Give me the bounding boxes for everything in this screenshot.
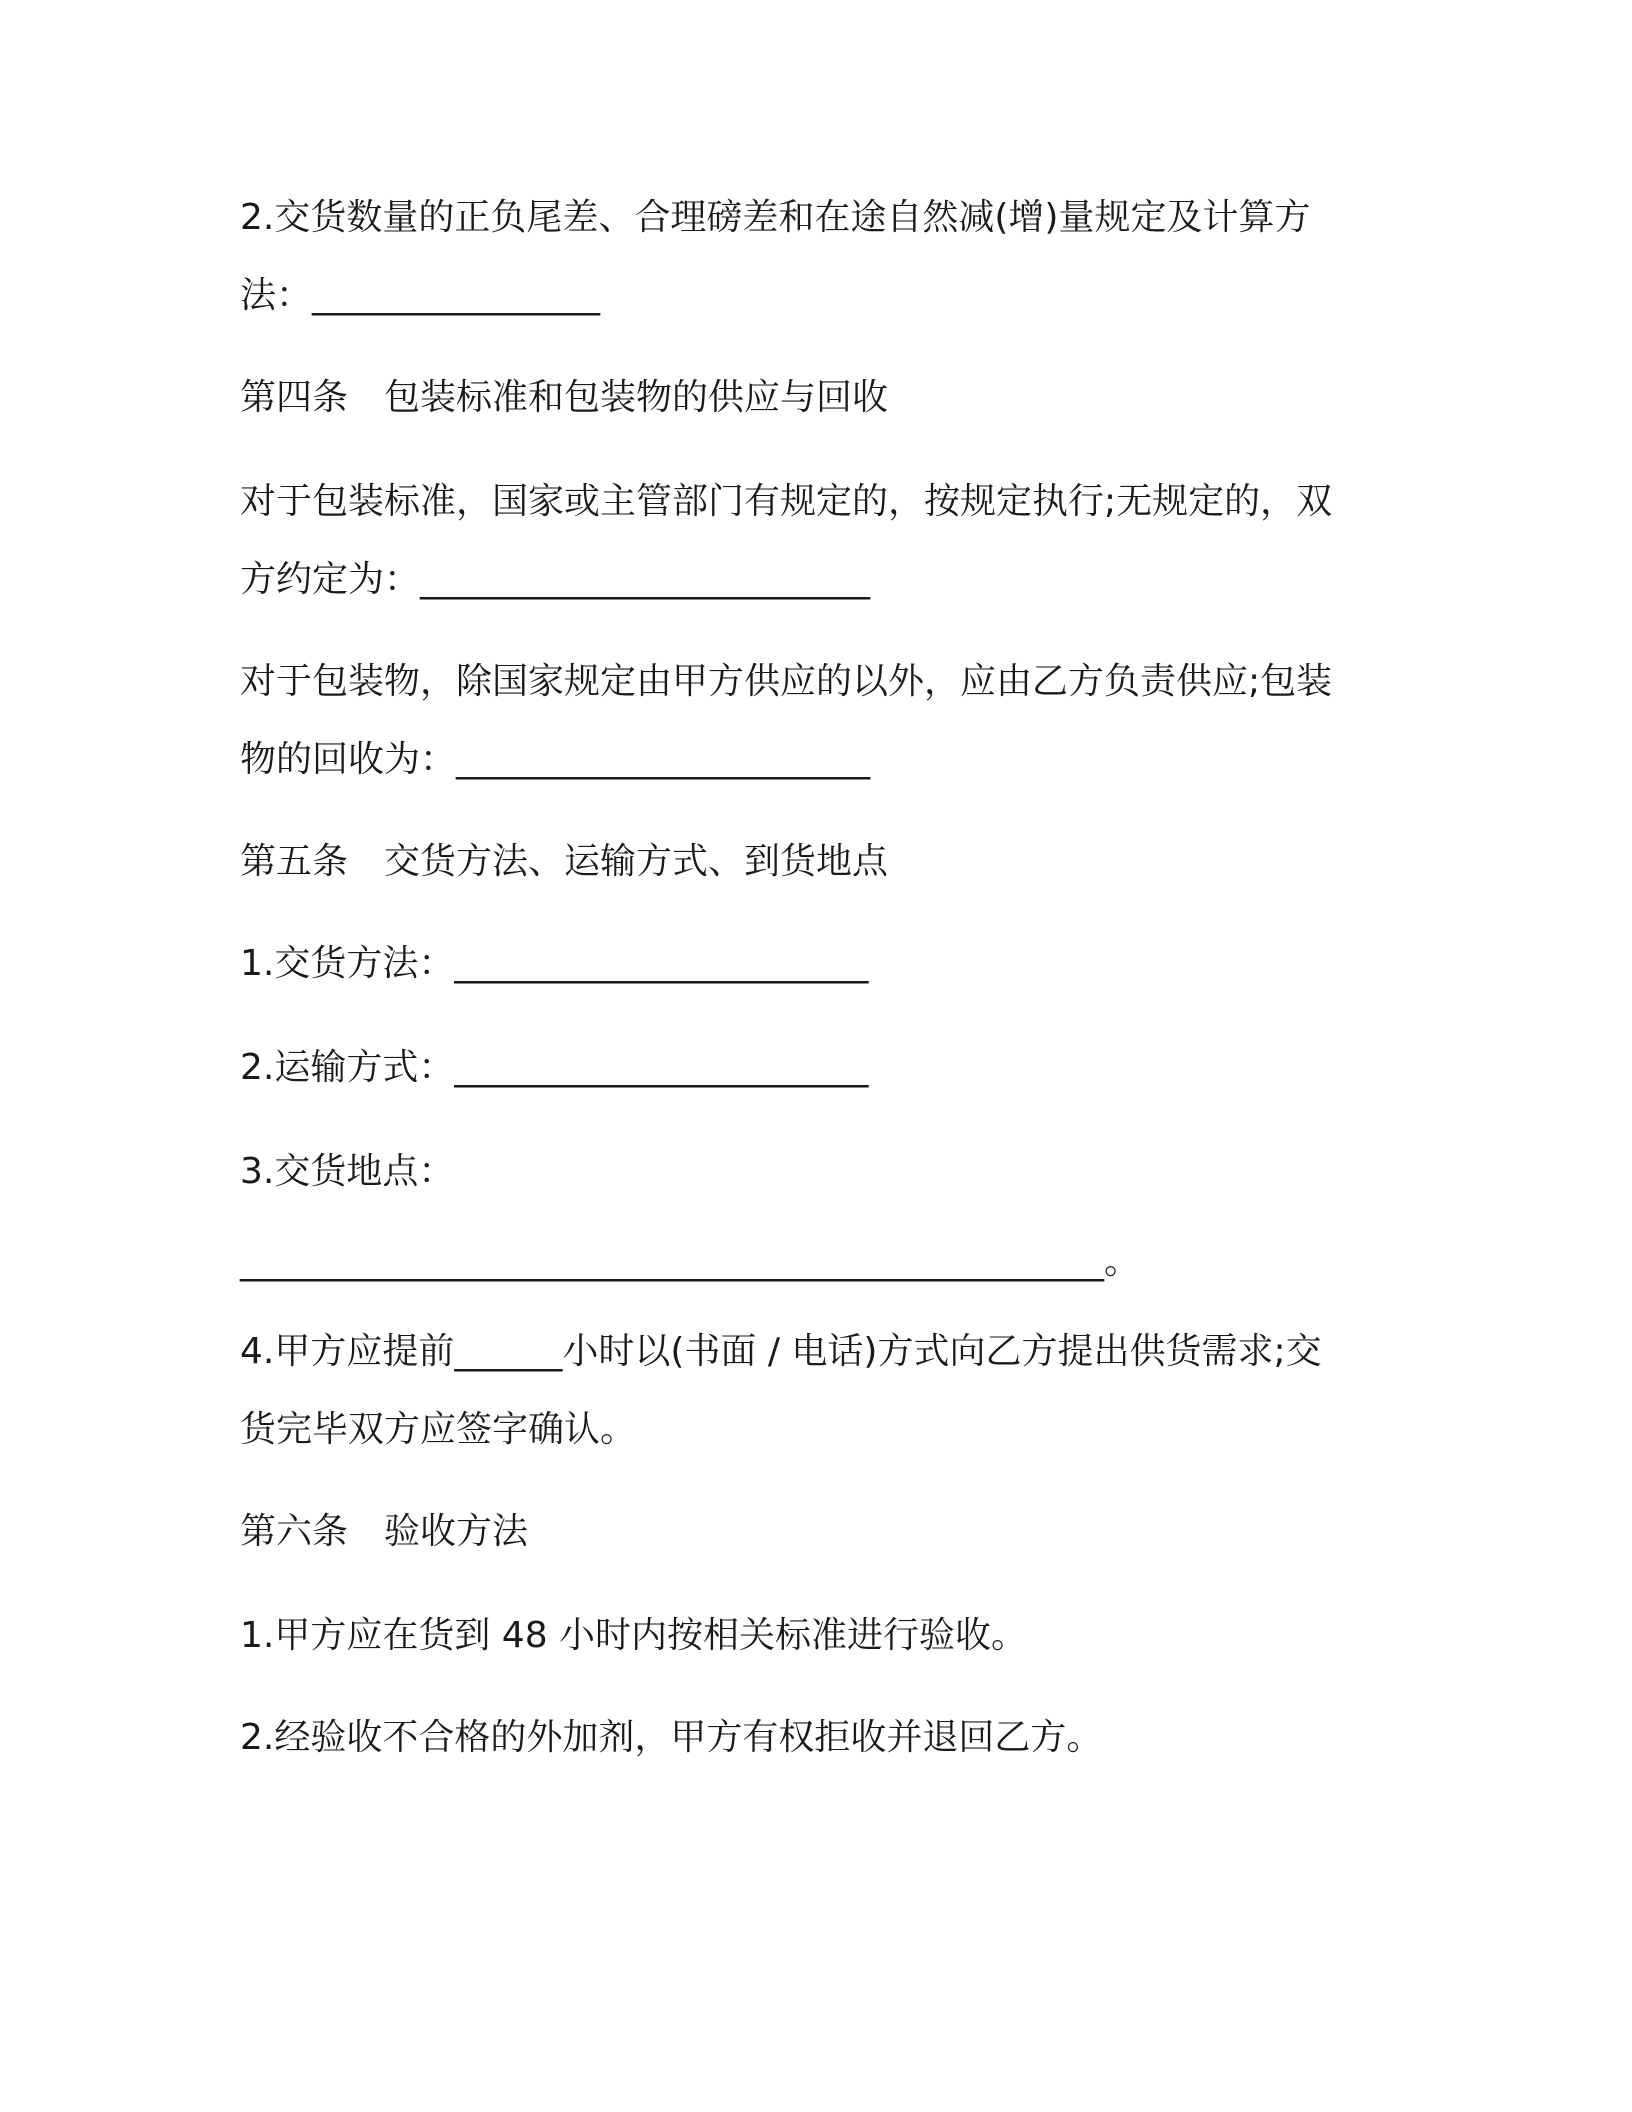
delivery-method-line: 1.交货方法：_______________________ xyxy=(240,943,869,984)
packaging-supply-line-1: 对于包装物，除国家规定由甲方供应的以外，应由乙方负责供应;包装 xyxy=(240,661,1333,702)
delivery-location-line: 3.交货地点： xyxy=(240,1151,455,1192)
article-4-heading: 第四条 包装标准和包装物的供应与回收 xyxy=(240,377,889,418)
supply-request-line-2: 货完毕双方应签字确认。 xyxy=(240,1409,637,1450)
delivery-location-blank-line: ________________________________________________。 xyxy=(240,1241,1140,1282)
packaging-standard-line-1: 对于包装标准，国家或主管部门有规定的，按规定执行;无规定的，双 xyxy=(240,481,1333,522)
packaging-standard-line-2: 方约定为：_________________________ xyxy=(240,559,871,600)
acceptance-item-1-line: 1.甲方应在货到 48 小时内按相关标准进行验收。 xyxy=(240,1615,1028,1656)
article-6-heading: 第六条 验收方法 xyxy=(240,1511,529,1552)
packaging-supply-line-2: 物的回收为：_______________________ xyxy=(240,739,871,780)
clause-3-item-2-text-line-2: 法：________________ xyxy=(240,275,601,316)
acceptance-item-2-line: 2.经验收不合格的外加剂，甲方有权拒收并退回乙方。 xyxy=(240,1717,1103,1758)
supply-request-line-1: 4.甲方应提前______小时以(书面 / 电话)方式向乙方提出供货需求;交 xyxy=(240,1331,1322,1372)
clause-3-item-2-text-line-1: 2.交货数量的正负尾差、合理磅差和在途自然减(增)量规定及计算方 xyxy=(240,197,1311,238)
article-5-heading: 第五条 交货方法、运输方式、到货地点 xyxy=(240,841,889,882)
transport-method-line: 2.运输方式：_______________________ xyxy=(240,1047,869,1088)
